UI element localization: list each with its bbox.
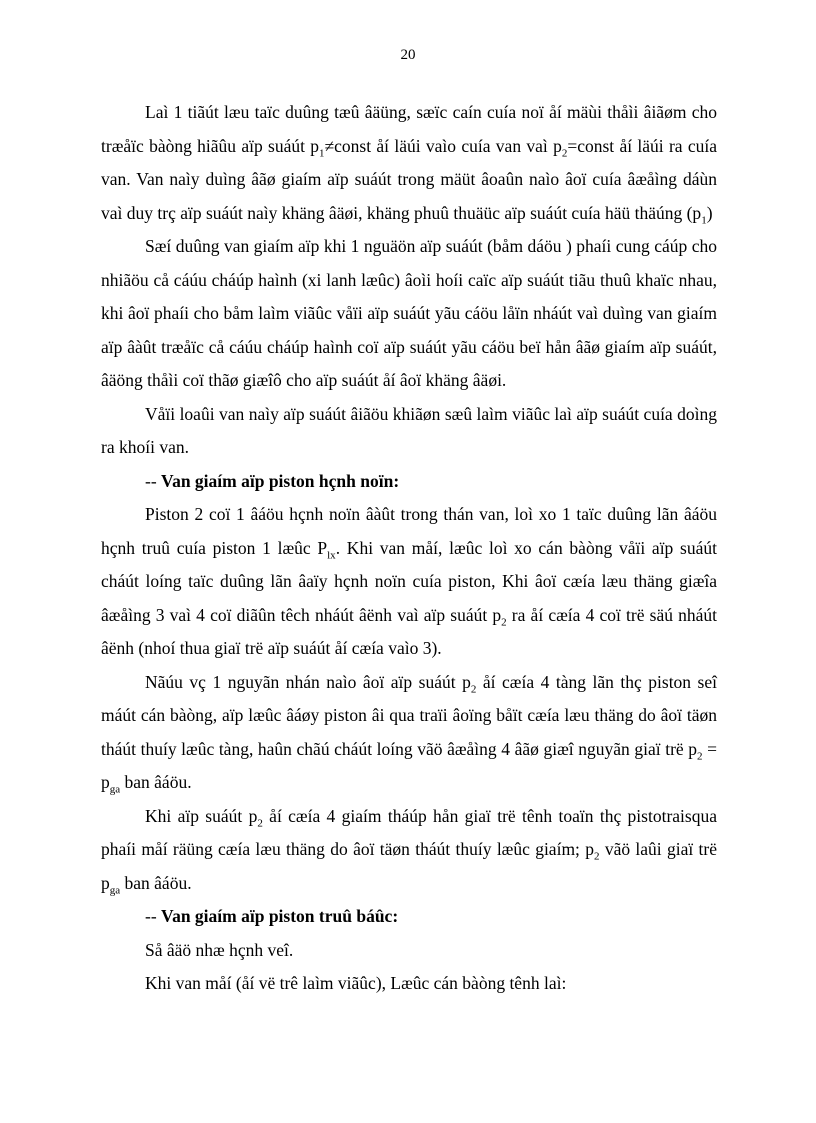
paragraph-2: Sæí duûng van giaím aïp khi 1 nguäön aïp suáút (båm dáöu ) phaíi cung cáúp cho nhiãöu cå cáúu cháúp haình (xi lanh læûc) âoìi hoíi caïc aïp suáút tiãu thuû khaïc nhau, khi âoï phaíi cho båm laìm viãûc våïi aïp suáút yãu cáöu låïn nháút vaì duìng van giaím aïp âàût træåïc cå cáúu cháúp haình coï aïp suáút yãu cáöu beï hån âãø giaím aïp suáút, âäöng thåìi coï thãø giæîô cho aïp suáút åí âoï khäng âäøi. bbox=[101, 236, 717, 390]
paragraph-1: Laì 1 tiãút læu taïc duûng tæû âäüng, sæïc caín cuía noï åí mäùi thåìi âiãøm cho træåïc bàòng hiãûu aïp suáút $p_1\ne const$ åí läúi vaìo cuía van vaì $p_2=const$ åí läúi ra cuía van. Van naìy duìng âãø giaím aïp suáút trong mäüt âoaûn naìo âoï cuía âæåìng dáùn vaì duy trç aïp suáút naìy khäng âäøi, khäng phuû thuäüc aïp suáút cuía häü thäúng $(p_1)$ bbox=[101, 102, 717, 226]
paragraph-3: Våïi loaûi van naìy aïp suáút âiãöu khiãøn sæû laìm viãûc laì aïp suáút cuía doìng ra khoíi van. bbox=[101, 403, 717, 457]
paragraph-8: Khi van måí (åí vë trê laìm viãûc), Læûc cán bàòng tênh laì: bbox=[145, 973, 567, 993]
paragraph-4: Piston 2 coï 1 âáöu hçnh noïn âàût trong thán van, loì xo 1 taïc duûng lãn âáöu hçnh truû cuía piston 1 læûc $P_{lx}$. Khi van måí, læûc loì xo cán bàòng våïi aïp suáút cháút loíng taïc duûng lãn âaïy hçnh noïn cuía piston, Khi âoï cæía læu thäng giæîa âæåìng 3 vaì 4 coï diãûn têch nháút âënh vaì aïp suáút $p_2$ ra åí cæía 4 coï trë säú nháút âënh (nhoí thua giaï trë aïp suáút åí cæía vaìo 3). bbox=[101, 504, 718, 658]
document-body bbox=[101, 96, 717, 1001]
section-heading-cone-piston: -- Van giaím aïp piston hçnh noïn: bbox=[145, 470, 400, 491]
paragraph-7: Så âäö nhæ hçnh veî. bbox=[145, 939, 294, 960]
paragraph-6: Khi aïp suáút $p_2$ åí cæía 4 giaím tháúp hån giaï trë tênh toaïn thç pistotraisqua phaíi måí räüng cæía læu thäng do âoï täøn tháút thuíy læûc giaím; $p_2$ vãö laûi giaï trë $p_{ga}$ ban âáöu. bbox=[101, 805, 717, 896]
paragraph-5: Nãúu vç 1 nguyãn nhán naìo âoï aïp suáút $p_2$ åí cæía 4 tàng lãn thç piston seî máút cán bàòng, aïp læûc âáøy piston âi qua traïi âoïng båït cæía læu thäng do âoï täøn tháút thuíy læûc tàng, haûn chãú cháút loíng vãö âæåìng 4 âãø giæî nguyãn giaï trë $p_2 = p_{ga}$ ban âáöu. bbox=[101, 671, 718, 796]
section-heading-stepped-piston: -- Van giaím aïp piston truû báûc: bbox=[145, 906, 399, 926]
page-number: 20 bbox=[400, 47, 416, 63]
